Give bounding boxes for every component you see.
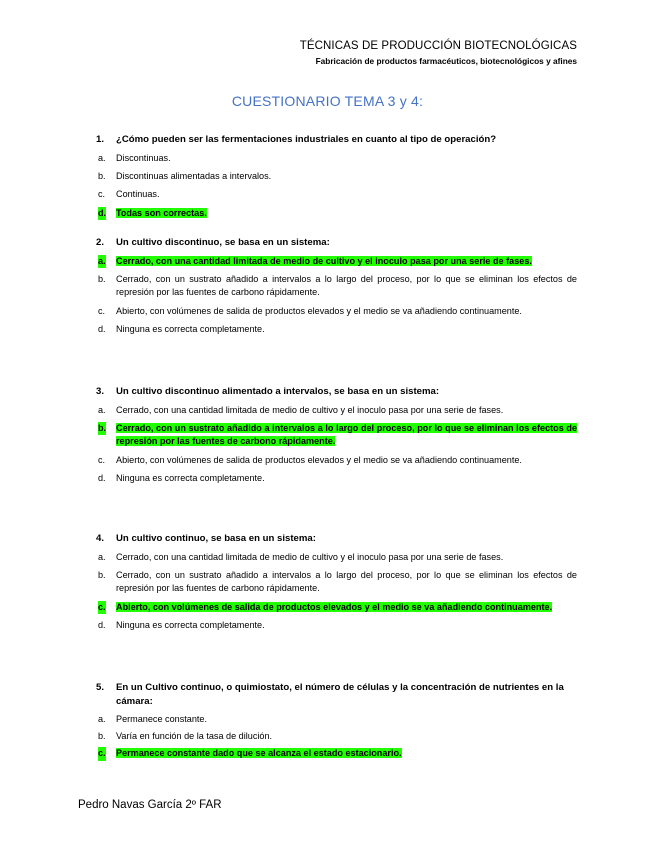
option-letter: d. (98, 323, 106, 334)
option-c-correct (96, 747, 577, 760)
option-b (96, 273, 577, 299)
question-text: ¿Cómo pueden ser las fermentaciones industriales en cuanto al tipo de operación? (116, 134, 497, 145)
option-letter: a. (98, 552, 106, 562)
option-c (96, 454, 577, 467)
option-text: Cerrado, con una cantidad limitada de medio de cultivo y el inoculo pasa por una serie de fases. (116, 256, 532, 266)
option-letter: a. (98, 255, 106, 268)
option-text: Cerrado, con un sustrato añadido a intervalos a lo largo del proceso, por lo que se eliminan los efectos de represión por las fuentes de carbono rápidamente. (116, 423, 577, 447)
option-text: Abierto, con volúmenes de salida de productos elevados y el medio se va añadiendo continuamente. (116, 601, 553, 612)
option-text: Continuas. (116, 189, 160, 200)
question-text: En un Cultivo continuo, o quimiostato, el número de células y la concentración de nutrientes en la cámara: (116, 682, 564, 707)
option-c-correct (96, 601, 577, 614)
option-letter: d. (98, 619, 106, 630)
option-b-correct (96, 422, 577, 448)
option-c (96, 305, 577, 318)
option-text: Permanece constante. (116, 714, 207, 724)
question-number: 3. (96, 386, 105, 397)
option-letter: b. (98, 274, 106, 285)
option-a (96, 404, 577, 417)
question-heading (96, 385, 577, 399)
option-text: Cerrado, con una cantidad limitada de medio de cultivo y el inoculo pasa por una serie de fases. (116, 405, 504, 415)
header-subtitle: Fabricación de productos farmacéuticos, biotecnológicos y afines (315, 56, 577, 66)
option-letter: a. (98, 405, 106, 415)
option-a-correct (96, 255, 577, 268)
option-letter: d. (98, 207, 106, 220)
page-title: CUESTIONARIO TEMA 3 y 4: (231, 93, 424, 109)
option-a (96, 152, 577, 165)
question-2 (96, 236, 577, 336)
question-number: 1. (96, 134, 105, 145)
option-letter: a. (98, 153, 106, 163)
option-text: Cerrado, con un sustrato añadido a intervalos a lo largo del proceso, por lo que se eliminan los efectos de represión por las fuentes de carbono rápidamente. (116, 274, 577, 298)
question-4 (96, 532, 577, 632)
option-text: Discontinuas. (116, 153, 171, 163)
option-text: Todas son correctas. (116, 207, 207, 218)
option-text: Ninguna es correcta completamente. (116, 323, 265, 334)
option-letter: a. (98, 714, 106, 724)
option-text: Permanece constante dado que se alcanza el estado estacionario. (116, 748, 402, 759)
question-heading (96, 532, 577, 546)
question-3 (96, 385, 577, 485)
option-letter: c. (98, 305, 106, 316)
option-text: Discontinuas alimentadas a intervalos. (116, 171, 272, 182)
option-b (96, 569, 577, 595)
option-b (96, 730, 577, 743)
question-heading (96, 133, 577, 147)
option-a (96, 713, 577, 726)
option-letter: d. (98, 472, 106, 483)
option-text: Ninguna es correcta completamente. (116, 619, 265, 630)
option-text: Varía en función de la tasa de dilución. (116, 731, 273, 742)
question-heading (96, 681, 577, 709)
option-letter: c. (98, 747, 106, 760)
option-d (96, 323, 577, 336)
page-footer-author: Pedro Navas García 2º FAR (78, 799, 222, 811)
option-letter: b. (98, 731, 106, 742)
option-text: Cerrado, con una cantidad limitada de medio de cultivo y el inoculo pasa por una serie de fases. (116, 552, 504, 562)
option-text: Cerrado, con un sustrato añadido a intervalos a lo largo del proceso, por lo que se eliminan los efectos de represión por las fuentes de carbono rápidamente. (116, 570, 577, 594)
option-letter: c. (98, 601, 106, 614)
option-letter: c. (98, 189, 106, 200)
question-number: 4. (96, 533, 105, 544)
option-d (96, 472, 577, 485)
option-text: Ninguna es correcta completamente. (116, 472, 265, 483)
option-letter: c. (98, 454, 106, 465)
question-number: 5. (96, 682, 105, 693)
header-course-title: TÉCNICAS DE PRODUCCIÓN BIOTECNOLÓGICAS (299, 40, 577, 52)
question-1 (96, 133, 577, 220)
option-d (96, 619, 577, 632)
question-heading (96, 236, 577, 250)
question-text: Un cultivo continuo, se basa en un sistema: (116, 533, 316, 544)
option-c (96, 188, 577, 201)
option-letter: b. (98, 422, 106, 435)
option-a (96, 551, 577, 564)
question-number: 2. (96, 237, 105, 248)
option-text: Abierto, con volúmenes de salida de productos elevados y el medio se va añadiendo continuamente. (116, 454, 522, 465)
option-d-correct (96, 207, 577, 220)
option-text: Abierto, con volúmenes de salida de productos elevados y el medio se va añadiendo continuamente. (116, 305, 522, 316)
option-letter: b. (98, 570, 106, 581)
option-letter: b. (98, 171, 106, 182)
question-text: Un cultivo discontinuo, se basa en un sistema: (116, 237, 330, 248)
question-text: Un cultivo discontinuo alimentado a intervalos, se basa en un sistema: (116, 386, 440, 397)
option-b (96, 170, 577, 183)
question-5 (96, 681, 577, 761)
